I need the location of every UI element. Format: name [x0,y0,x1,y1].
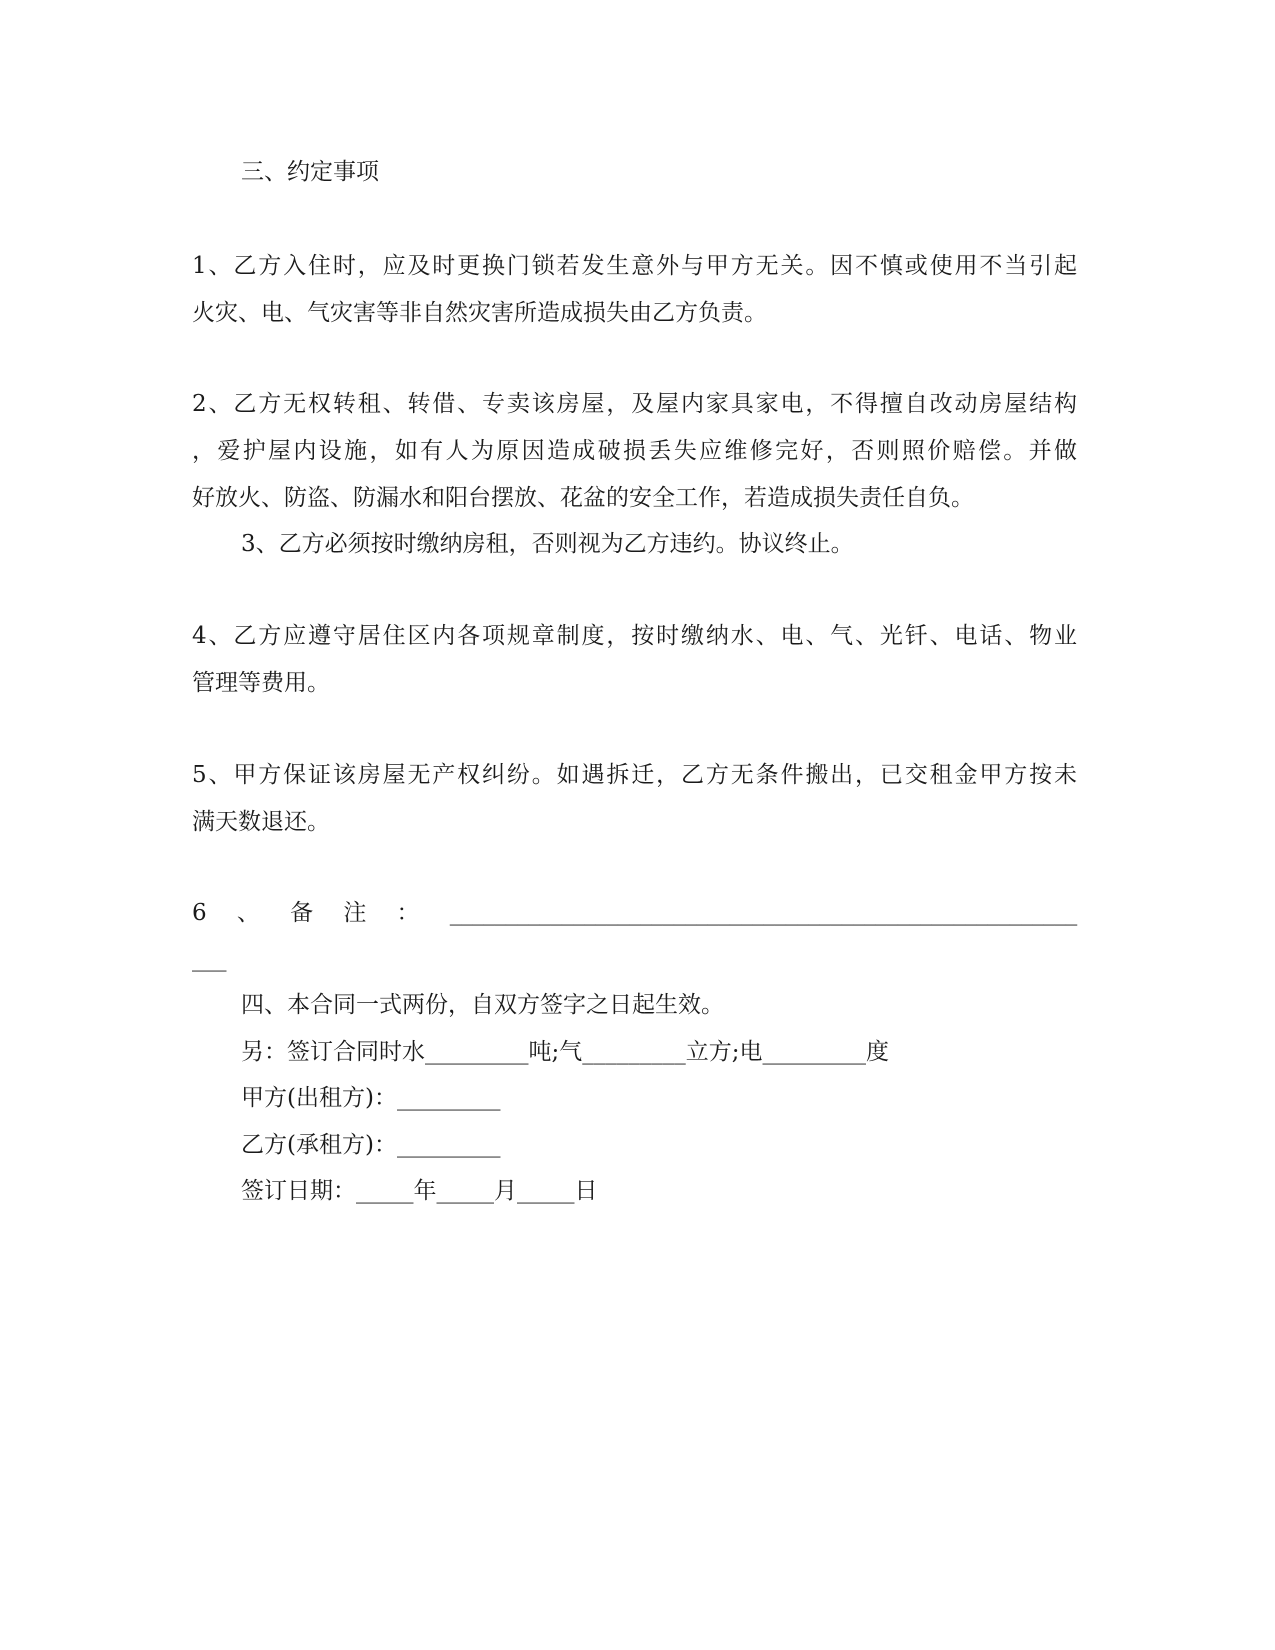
item-4-line-2: 管理等费用。 [192,670,330,696]
section-4-heading: 四、本合同一式两份，自双方签字之日起生效。 [241,992,724,1018]
meter-readings-line: 另：签订合同时水_________吨;气_________立方;电_________度 [241,1039,889,1065]
item-6-remarks-line-2: ___ [192,946,227,972]
sign-date-line: 签订日期：_____年_____月_____日 [241,1178,598,1204]
party-b-signature-line: 乙方(承租方)：_________ [241,1132,501,1158]
item-2-line-1: 2、乙方无权转租、转借、专卖该房屋，及屋内家具家电，不得擅自改动房屋结构 [192,391,1077,417]
item-4-line-1: 4、乙方应遵守居住区内各项规章制度，按时缴纳水、电、气、光钎、电话、物业 [192,623,1077,649]
item-5-line-2: 满天数退还。 [192,809,330,835]
item-5-line-1: 5、甲方保证该房屋无产权纠纷。如遇拆迁，乙方无条件搬出，已交租金甲方按未 [192,762,1077,788]
party-a-signature-line: 甲方(出租方)：_________ [241,1085,501,1111]
item-6-remarks-line-1: 6、备注：________________________________________________________ [192,900,1077,926]
item-3: 3、乙方必须按时缴纳房租，否则视为乙方违约。协议终止。 [241,531,854,557]
item-2-line-2: ，爱护屋内设施，如有人为原因造成破损丢失应维修完好，否则照价赔偿。并做 [192,438,1077,464]
item-1-line-1: 1、乙方入住时，应及时更换门锁若发生意外与甲方无关。因不慎或使用不当引起 [192,253,1077,279]
item-2-line-3: 好放火、防盗、防漏水和阳台摆放、花盆的安全工作，若造成损失责任自负。 [192,485,974,511]
item-1-line-2: 火灾、电、气灾害等非自然灾害所造成损失由乙方负责。 [192,300,767,326]
section-3-heading: 三、约定事项 [241,159,379,185]
